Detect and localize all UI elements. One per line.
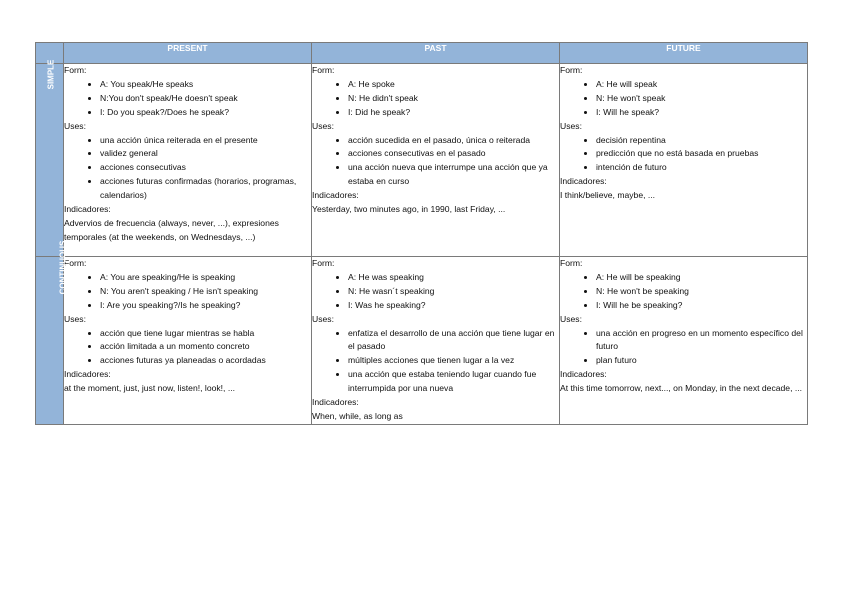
form-list (64, 78, 311, 120)
tenses-table (35, 42, 808, 425)
uses-item: • una acción en progreso en un momento específico del futuro (596, 327, 807, 355)
cell-continuous-future (560, 257, 808, 425)
uses-list (312, 134, 559, 190)
form-item: • A: He spoke (348, 78, 559, 92)
form-item: • N: He won't speak (596, 92, 807, 106)
indicators-label: Indicadores: (312, 397, 359, 408)
uses-label: Uses: (312, 120, 334, 131)
uses-item: • una acción que estaba teniendo lugar cuando fue interrumpida por una nueva (348, 368, 559, 396)
uses-item: • acción que tiene lugar mientras se habla (100, 327, 311, 341)
uses-item: • acciones consecutivas en el pasado (348, 147, 559, 161)
cell-simple-past (312, 64, 560, 257)
form-item: • A: He was speaking (348, 271, 559, 285)
row-label-continuous: CONTINUOUS (36, 257, 64, 425)
uses-item: • una acción única reiterada en el presente (100, 134, 311, 148)
indicators-text: At this time tomorrow, next..., on Monday, in the next decade, ... (560, 383, 803, 394)
uses-item: • acción limitada a un momento concreto (100, 340, 311, 354)
form-label: Form: (560, 258, 583, 268)
form-label: Form: (312, 258, 335, 268)
uses-list (312, 327, 559, 397)
cell-continuous-present (64, 257, 312, 425)
uses-label: Uses: (64, 120, 86, 131)
row-simple (36, 64, 808, 257)
cell-continuous-past (312, 257, 560, 425)
form-item: • I: Do you speak?/Does he speak? (100, 106, 311, 120)
uses-list (64, 134, 311, 204)
uses-label: Uses: (560, 120, 582, 131)
form-item: • N: He didn't speak (348, 92, 559, 106)
uses-list (560, 327, 807, 369)
indicators-text: Yesterday, two minutes ago, in 1990, last Friday, ... (312, 204, 506, 215)
form-item: • N: He won't be speaking (596, 285, 807, 299)
form-list (560, 78, 807, 120)
form-label: Form: (64, 258, 87, 268)
header-present: PRESENT (64, 43, 312, 64)
uses-label: Uses: (64, 313, 86, 324)
form-list (312, 78, 559, 120)
form-item: • I: Are you speaking?/Is he speaking? (100, 299, 311, 313)
indicators-text: at the moment, just, just now, listen!, look!, ... (64, 383, 235, 394)
uses-item: • acción sucedida en el pasado, única o reiterada (348, 134, 559, 148)
header-past: PAST (312, 43, 560, 64)
form-item: • I: Was he speaking? (348, 299, 559, 313)
uses-item: • múltiples acciones que tienen lugar a la vez (348, 354, 559, 368)
form-item: • A: He will speak (596, 78, 807, 92)
form-item: • N: He wasn´t speaking (348, 285, 559, 299)
indicators-label: Indicadores: (64, 204, 111, 215)
form-item: • N: You aren't speaking / He isn't speaking (100, 285, 311, 299)
form-item: • A: You speak/He speaks (100, 78, 311, 92)
uses-item: • predicción que no está basada en pruebas (596, 147, 807, 161)
cell-simple-future (560, 64, 808, 257)
uses-label: Uses: (560, 313, 582, 324)
form-item: • I: Will he speak? (596, 106, 807, 120)
uses-list (64, 327, 311, 369)
uses-item: • acciones futuras ya planeadas o acordadas (100, 354, 311, 368)
form-item: • I: Did he speak? (348, 106, 559, 120)
row-continuous (36, 257, 808, 425)
uses-item: • acciones consecutivas (100, 161, 311, 175)
row-label-simple: SIMPLE (36, 64, 64, 257)
indicators-text: I think/believe, maybe, ... (560, 190, 656, 201)
cell-simple-present (64, 64, 312, 257)
uses-list (560, 134, 807, 176)
uses-item: • intención de futuro (596, 161, 807, 175)
form-list (64, 271, 311, 313)
indicators-label: Indicadores: (560, 369, 607, 380)
form-list (560, 271, 807, 313)
header-future: FUTURE (560, 43, 808, 64)
form-label: Form: (64, 65, 87, 75)
indicators-text: Advervios de frecuencia (always, never, ...), expresiones temporales (at the weekends, on Wednesdays, ...) (64, 217, 279, 242)
indicators-text: When, while, as long as (312, 410, 403, 421)
uses-item: • validez general (100, 147, 311, 161)
uses-item: • acciones futuras confirmadas (horarios, programas, calendarios) (100, 175, 311, 203)
uses-item: • plan futuro (596, 354, 807, 368)
form-list (312, 271, 559, 313)
header-row (36, 43, 808, 64)
uses-item: • decisión repentina (596, 134, 807, 148)
form-item: • A: He will be speaking (596, 271, 807, 285)
indicators-label: Indicadores: (64, 369, 111, 380)
indicators-label: Indicadores: (312, 190, 359, 201)
form-item: • I: Will he be speaking? (596, 299, 807, 313)
form-item: • A: You are speaking/He is speaking (100, 271, 311, 285)
indicators-label: Indicadores: (560, 176, 607, 187)
form-item: • N:You don't speak/He doesn't speak (100, 92, 311, 106)
uses-item: • una acción nueva que interrumpe una acción que ya estaba en curso (348, 161, 559, 189)
form-label: Form: (560, 65, 583, 75)
uses-label: Uses: (312, 313, 334, 324)
form-label: Form: (312, 65, 335, 75)
uses-item: • enfatiza el desarrollo de una acción que tiene lugar en el pasado (348, 327, 559, 355)
